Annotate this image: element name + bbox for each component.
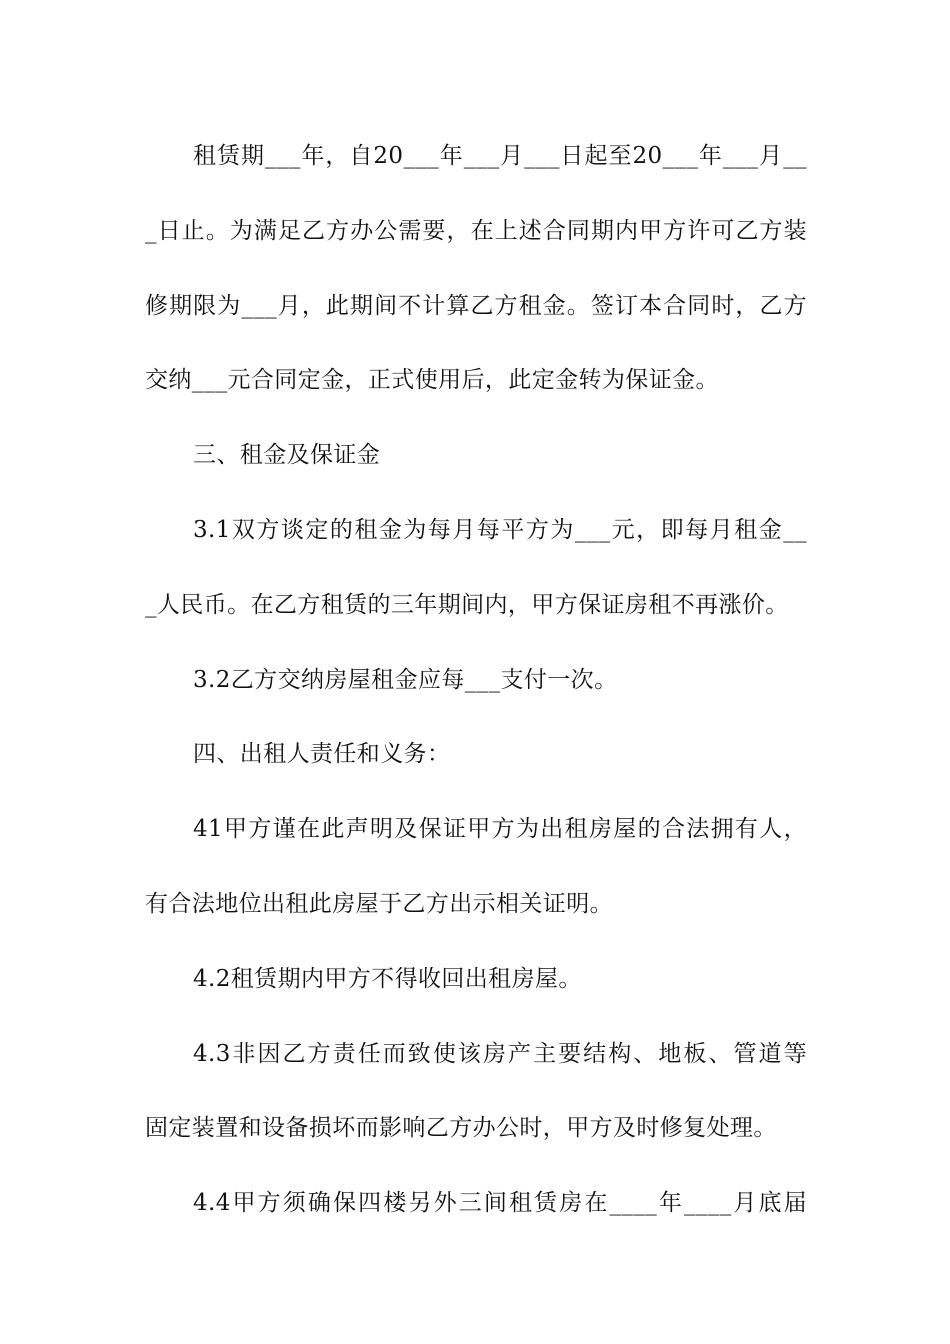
section-heading: 三、租金及保证金 [193, 442, 381, 469]
text-line: 3.1双方谈定的租金为每月每平方为___元，即每月租金__ [193, 516, 807, 543]
text-line: 3.2乙方交纳房屋租金应每___支付一次。 [193, 666, 618, 693]
text-line: 交纳___元合同定金，正式使用后，此定金转为保证金。 [145, 367, 719, 394]
text-line: _人民币。在乙方租赁的三年期间内，甲方保证房租不再涨价。 [145, 591, 789, 618]
text-line: 固定装置和设备损坏而影响乙方办公时，甲方及时修复处理。 [145, 1115, 777, 1142]
text-line: 41甲方谨在此声明及保证甲方为出租房屋的合法拥有人， [193, 816, 807, 843]
text-line: 4.3非因乙方责任而致使该房产主要结构、地板、管道等 [193, 1040, 807, 1067]
document-body [145, 133, 807, 1255]
text-line: 租赁期___年，自20___年___月___日起至20___年___月__ [193, 143, 807, 169]
text-line: 修期限为___月，此期间不计算乙方租金。签订本合同时，乙方 [145, 292, 807, 319]
text-line: 4.2租赁期内甲方不得收回出租房屋。 [193, 965, 582, 992]
section-heading: 四、出租人责任和义务： [193, 741, 451, 768]
text-line: 4.4甲方须确保四楼另外三间租赁房在____年____月底届 [193, 1190, 807, 1217]
text-line: 有合法地位出租此房屋于乙方出示相关证明。 [145, 890, 613, 917]
text-line: _日止。为满足乙方办公需要，在上述合同期内甲方许可乙方装 [145, 217, 807, 244]
